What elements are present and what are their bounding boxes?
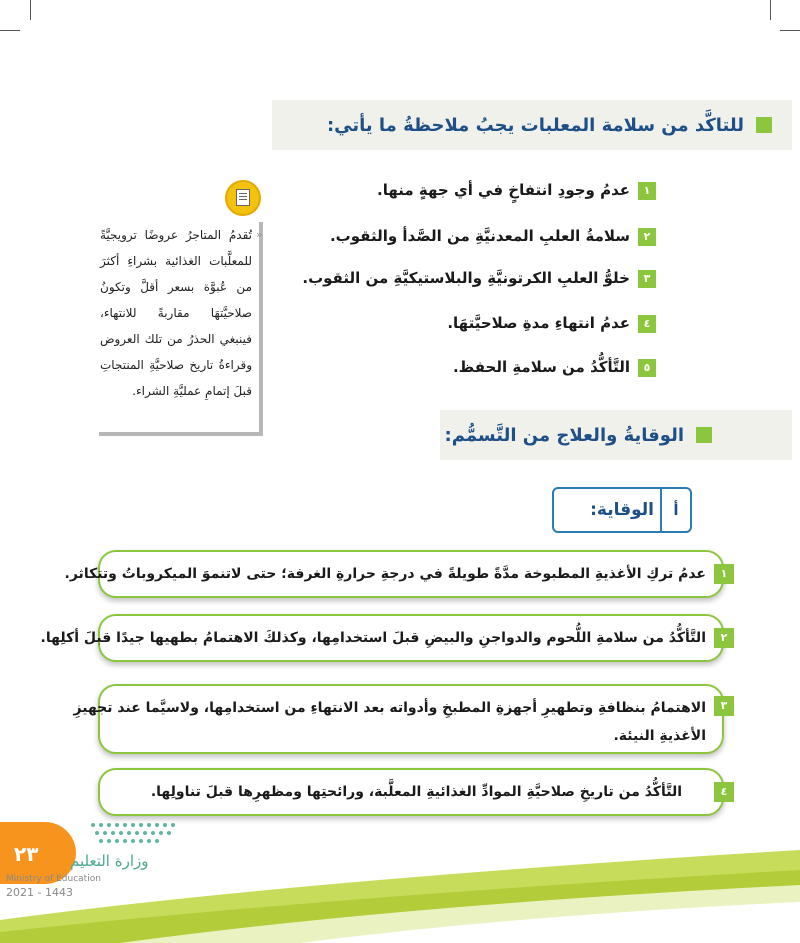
page-number: ٢٣ (14, 842, 39, 866)
subheading-title: الوقاية: (590, 500, 654, 520)
section1-title: للتاكَّد من سلامة المعلبات يجبُ ملاحظةُ ما يأتي: (326, 114, 744, 136)
bullet-square-icon (696, 427, 712, 443)
prevention-item: ٤ التَّأكُّدُ من تاريخِ صلاحيَّةِ الموادِّ الغذائيةِ المعلَّبة، ورائحتِها ومظهرِها قبلَ تناولِها. (98, 768, 724, 816)
list-item: ٣خلوُّ العلبِ الكرتونيَّةِ والبلاستيكيَّةِ من الثقوب. (302, 269, 656, 288)
subheading-box (552, 487, 692, 533)
prevention-item: ٣ الاهتمامُ بنظافةِ وتطهيرِ أجهزةِ المطبخِ وأدواته بعد الانتهاءِ من استخدامِها، ولاسيَّما عند تجهيزِ الأغذيةِ النيئة. (98, 684, 724, 754)
note-arrow-icon: » (256, 228, 263, 241)
list-item: ٢سلامةُ العلبِ المعدنيَّةِ من الصَّدأ والثقوب. (330, 227, 656, 246)
ministry-name-en: Ministry of Education (6, 874, 101, 884)
section1-header (327, 100, 772, 150)
ministry-logo-icon (88, 820, 183, 846)
section2-title: الوقايةُ والعلاج من التَّسمُّم: (444, 424, 684, 446)
prevention-item: ٢ التَّأكُّدُ من سلامةِ اللُّحوم والدواجنِ والبيضِ قبلَ استخدامِها، وكذلكَ الاهتمامُ بطهيها جيدًا قبلَ أكلِها. (98, 614, 724, 662)
subheading-letter: أ (660, 489, 690, 531)
list-item: ٤عدمُ انتهاءِ مدةِ صلاحيَّتهَا. (447, 314, 656, 333)
prevention-item: ١ عدمُ تركِ الأغذيةِ المطبوخة مدَّةً طويلةً في درجةِ حرارةِ الغرفة؛ حتى لاتنموَ الميكروباتُ وتتكاثر. (98, 550, 724, 598)
bullet-square-icon (756, 117, 772, 133)
ministry-name-ar: وزارة التعليم (70, 852, 149, 870)
year-label: 2021 - 1443 (6, 886, 73, 899)
side-note-text: تُقدمُ المتاجرُ عروضًا ترويجيَّةً للمعلَّبات الغذائية بشراءِ أكثرَ من عُبوَّة بسعر أقلَّ وتكونُ صلاحيَّتهَا مقاربةً للانتهاء، فينبغي الحذرُ من تلك العروض وقراءةُ تاريخ صلاحيَّةِ المنتجاتِ قبلَ إتمامِ عمليَّةِ الشراء. (100, 228, 252, 398)
list-item: ٥التَّأكُّدُ من سلامةِ الحفظ. (453, 358, 656, 377)
section2-header (445, 410, 712, 460)
notepad-icon (225, 180, 261, 216)
list-item: ١عدمُ وجودِ انتفاخٍ في أي جهةٍ منها. (377, 181, 656, 200)
